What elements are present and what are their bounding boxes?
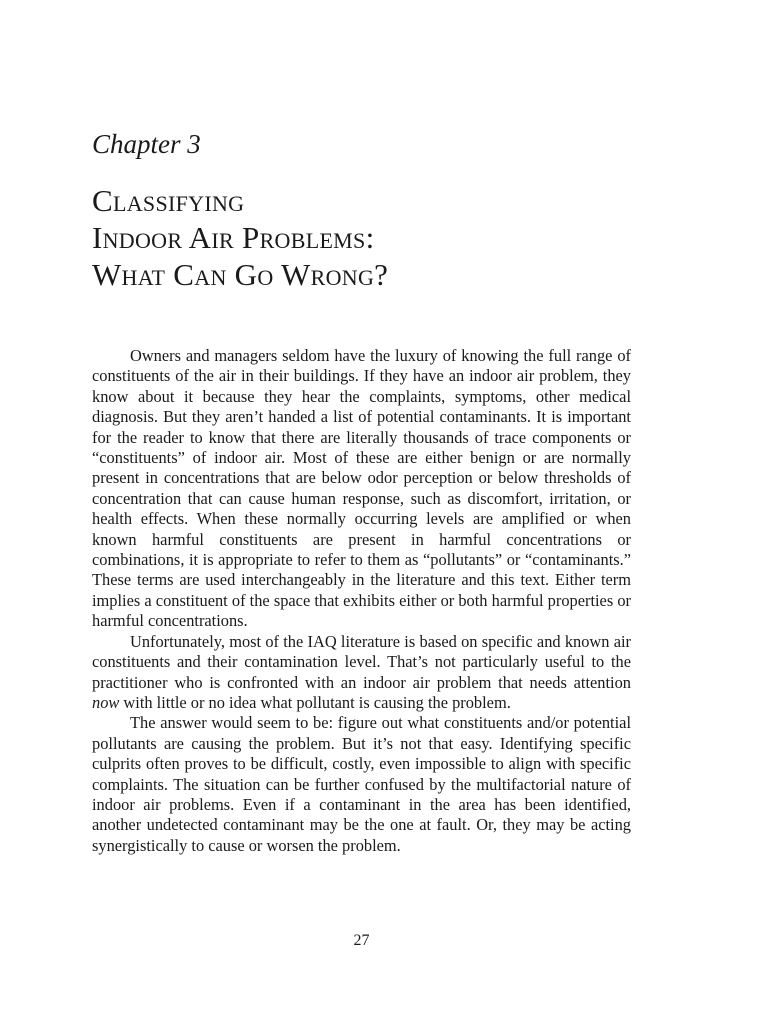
page-number: 27 <box>353 932 370 949</box>
paragraph-2 <box>92 632 631 714</box>
chapter-label: Chapter 3 <box>92 129 201 159</box>
paragraph-1: Owners and managers seldom have the luxury of knowing the full range of constituents of the air in their buildings. If they have an indoor air problem, they know about it because they hear the complaints, symptoms, other medical diagnosis. But they aren’t handed a list of potential contaminants. It is important for the reader to know that there are literally thousands of trace components or “constituents” of indoor air. Most of these are either benign or are normally present in concentrations that are below odor perception or below thresholds of concentration that can cause human response, such as discomfort, irritation, or health effects. When these normally occurring levels are amplified or when known harmful constituents are present in harmful concentrations or combinations, it is appropriate to refer to them as “pollutants” or “contaminants.” These terms are used interchangeably in the literature and this text. Either term implies a constituent of the space that exhibits either or both harmful properties or harmful concentrations. <box>92 346 631 631</box>
chapter-title-line-1: Classifying <box>92 183 245 218</box>
book-page <box>92 0 631 1024</box>
paragraph-3: The answer would seem to be: figure out what constituents and/or potential pollutants are causing the problem. But it’s not that easy. Identifying specific culprits often proves to be difficult, costly, even impossible to align with specific complaints. The situation can be further confused by the multifactorial nature of indoor air problems. Even if a contaminant in the area has been identified, another undetected contaminant may be the one at fault. Or, they may be acting synergistically to cause or worsen the problem. <box>92 713 631 855</box>
chapter-title-line-2: Indoor Air Problems: <box>92 220 375 255</box>
paragraph-2-text-end: with little or no idea what pollutant is causing the problem. <box>119 692 511 712</box>
chapter-title <box>92 182 388 293</box>
paragraph-2-emphasis: now <box>92 692 120 712</box>
paragraph-2-text-start: Unfortunately, most of the IAQ literature is based on specific and known air constituents and their contamination level. That’s not particularly useful to the practitioner who is confronted with an indoor air problem that needs attention <box>92 631 631 692</box>
chapter-title-line-3: What Can Go Wrong? <box>92 257 389 292</box>
body-text <box>92 346 631 856</box>
